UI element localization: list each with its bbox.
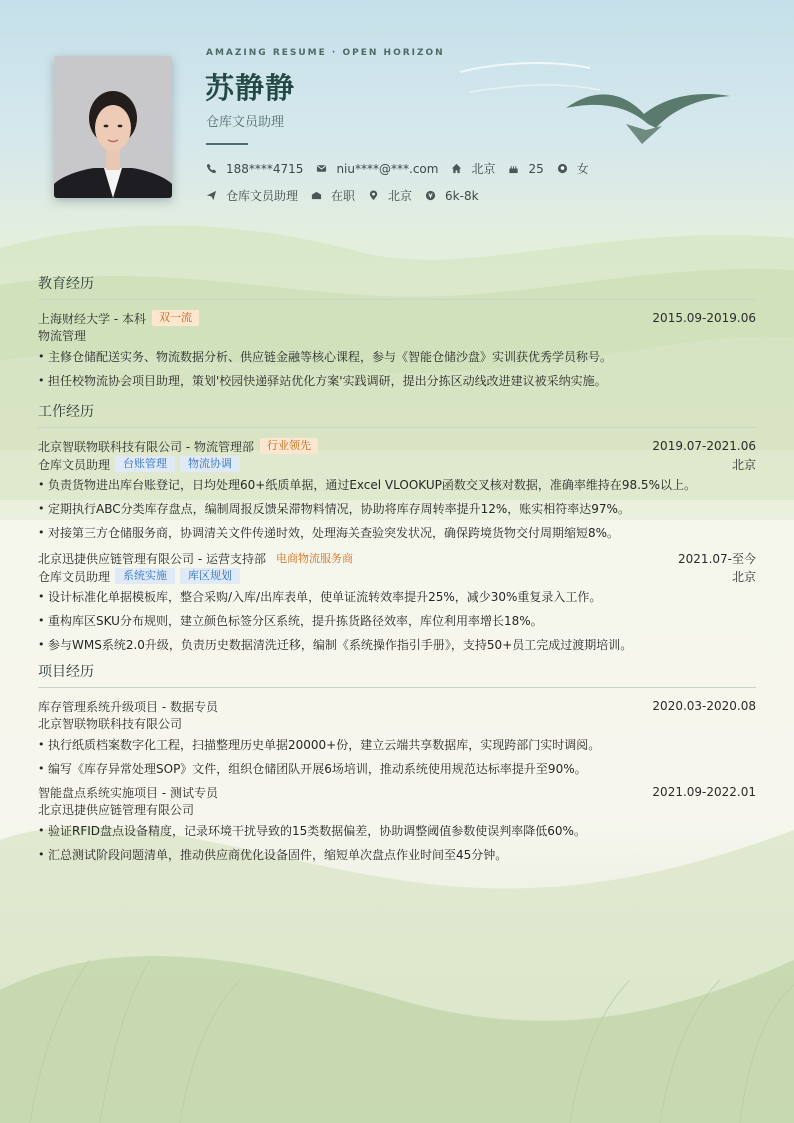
project-dates: 2020.03-2020.08	[652, 699, 756, 713]
phone-icon	[206, 163, 217, 174]
school-badge: 双一流	[152, 310, 199, 326]
list-item: • 参与WMS系统2.0升级，负责历史数据清洗迁移，编制《系统操作指引手册》，支持50+员工完成过渡期培训。	[38, 633, 756, 657]
job-entry-header	[38, 437, 756, 455]
job-bullets	[38, 473, 756, 545]
company-badge: 行业领先	[260, 438, 318, 454]
portrait-image	[54, 56, 172, 198]
list-item: • 定期执行ABC分类库存盘点，编制周报反馈呆滞物料情况，协助将库存周转率提升12%，账实相符率达97%。	[38, 497, 756, 521]
email-item	[316, 162, 438, 176]
mail-icon	[316, 163, 327, 174]
list-item: • 重构库区SKU分布规则，建立颜色标签分区系统，提升拣货路径效率，库位利用率增长18%。	[38, 609, 756, 633]
send-icon	[206, 190, 217, 201]
phone-text: 188****4715	[226, 161, 304, 176]
education-entry-header	[38, 309, 756, 327]
project-bullets	[38, 733, 756, 781]
section-title: 工作经历	[38, 401, 756, 428]
avatar	[54, 56, 172, 198]
school-name: 上海财经大学 - 本科	[38, 311, 146, 326]
home-city-text: 北京	[471, 162, 496, 176]
education-bullets	[38, 345, 756, 393]
status-icon	[311, 190, 322, 201]
salary-icon	[425, 190, 436, 201]
skill-tag: 台账管理	[115, 456, 175, 472]
title-divider	[206, 143, 248, 145]
job-title: 仓库文员助理	[206, 115, 285, 130]
age-item	[508, 162, 543, 176]
intent-position-item	[206, 187, 298, 204]
intent-position-text: 仓库文员助理	[226, 189, 299, 203]
project-bullets	[38, 819, 756, 867]
list-item: • 负责货物进出库台账登记，日均处理60+纸质单据，通过Excel VLOOKUP函数交叉核对数据，准确率维持在98.5%以上。	[38, 473, 756, 497]
skill-tag: 物流协调	[180, 456, 240, 472]
tagline: AMAZING RESUME · OPEN HORIZON	[206, 48, 445, 58]
bird-icon	[564, 84, 732, 146]
job-role-row	[38, 455, 756, 473]
project-dates: 2021.09-2022.01	[652, 785, 756, 799]
job-role-row	[38, 567, 756, 585]
project-org: 北京迅捷供应链管理有限公司	[38, 803, 195, 817]
work-section	[38, 401, 756, 657]
project-entry-header	[38, 783, 756, 801]
intent-salary-text: 6k-8k	[445, 188, 479, 203]
home-icon	[451, 163, 462, 174]
skill-tag: 系统实施	[115, 568, 175, 584]
intent-city-text: 北京	[388, 189, 413, 203]
job-intent-row	[206, 187, 492, 204]
intent-city-item	[368, 187, 412, 204]
list-item: • 汇总测试阶段问题清单，推动供应商优化设备固件，缩短单次盘点作业时间至45分钟。	[38, 843, 756, 867]
job-role: 仓库文员助理	[38, 569, 111, 584]
project-name: 库存管理系统升级项目 - 数据专员	[38, 699, 218, 714]
skill-tag: 库区规划	[180, 568, 240, 584]
education-dates: 2015.09-2019.06	[652, 311, 756, 325]
section-title: 教育经历	[38, 273, 756, 300]
gender-text: 女	[576, 162, 589, 176]
list-item: • 主修仓储配送实务、物流数据分析、供应链金融等核心课程，参与《智能仓储沙盘》实训获优秀学员称号。	[38, 345, 756, 369]
section-title: 项目经历	[38, 661, 756, 688]
list-item: • 对接第三方仓储服务商，协调清关文件传递时效，处理海关查验突发状况，确保跨境货物交付周期缩短8%。	[38, 521, 756, 545]
intent-status-text: 在职	[331, 189, 356, 203]
project-name: 智能盘点系统实施项目 - 测试专员	[38, 785, 218, 800]
gender-icon	[557, 163, 568, 174]
contact-row	[206, 160, 602, 177]
candidate-name: 苏静静	[205, 71, 296, 105]
job-city: 北京	[731, 457, 756, 472]
job-role: 仓库文员助理	[38, 457, 111, 472]
list-item: • 设计标准化单据模板库，整合采购/入库/出库表单，使单证流转效率提升25%，减少30%重复录入工作。	[38, 585, 756, 609]
list-item: • 担任校物流协会项目助理，策划'校园快递驿站优化方案'实践调研，提出分拣区动线改进建议被采纳实施。	[38, 369, 756, 393]
job-bullets	[38, 585, 756, 657]
home-city-item	[451, 160, 495, 177]
job-dates: 2021.07-至今	[678, 551, 756, 566]
job-dates: 2019.07-2021.06	[652, 439, 756, 453]
location-pin-icon	[368, 190, 379, 201]
project-entry-header	[38, 697, 756, 715]
intent-status-item	[311, 187, 355, 204]
company-name: 北京智联物联科技有限公司 - 物流管理部	[38, 439, 254, 454]
age-text: 25	[528, 161, 544, 176]
company-badge: 电商物流服务商	[275, 552, 353, 565]
intent-salary-item	[425, 189, 479, 203]
gender-item	[557, 160, 589, 177]
job-entry-header	[38, 549, 756, 567]
major: 物流管理	[38, 329, 87, 343]
job-city: 北京	[731, 569, 756, 584]
list-item: • 编写《库存异常处理SOP》文件，组织仓储团队开展6场培训，推动系统使用规范达标率提升至90%。	[38, 757, 756, 781]
list-item: • 执行纸质档案数字化工程，扫描整理历史单据20000+份，建立云端共享数据库，实现跨部门实时调阅。	[38, 733, 756, 757]
education-section	[38, 273, 756, 393]
cake-icon	[508, 163, 519, 174]
list-item: • 验证RFID盘点设备精度，记录环境干扰导致的15类数据偏差，协助调整阈值参数使误判率降低60%。	[38, 819, 756, 843]
email-text: niu****@***.com	[336, 161, 439, 176]
company-name: 北京迅捷供应链管理有限公司 - 运营支持部	[38, 551, 266, 566]
projects-section	[38, 661, 756, 867]
phone-item	[206, 162, 303, 176]
project-org: 北京智联物联科技有限公司	[38, 717, 183, 731]
